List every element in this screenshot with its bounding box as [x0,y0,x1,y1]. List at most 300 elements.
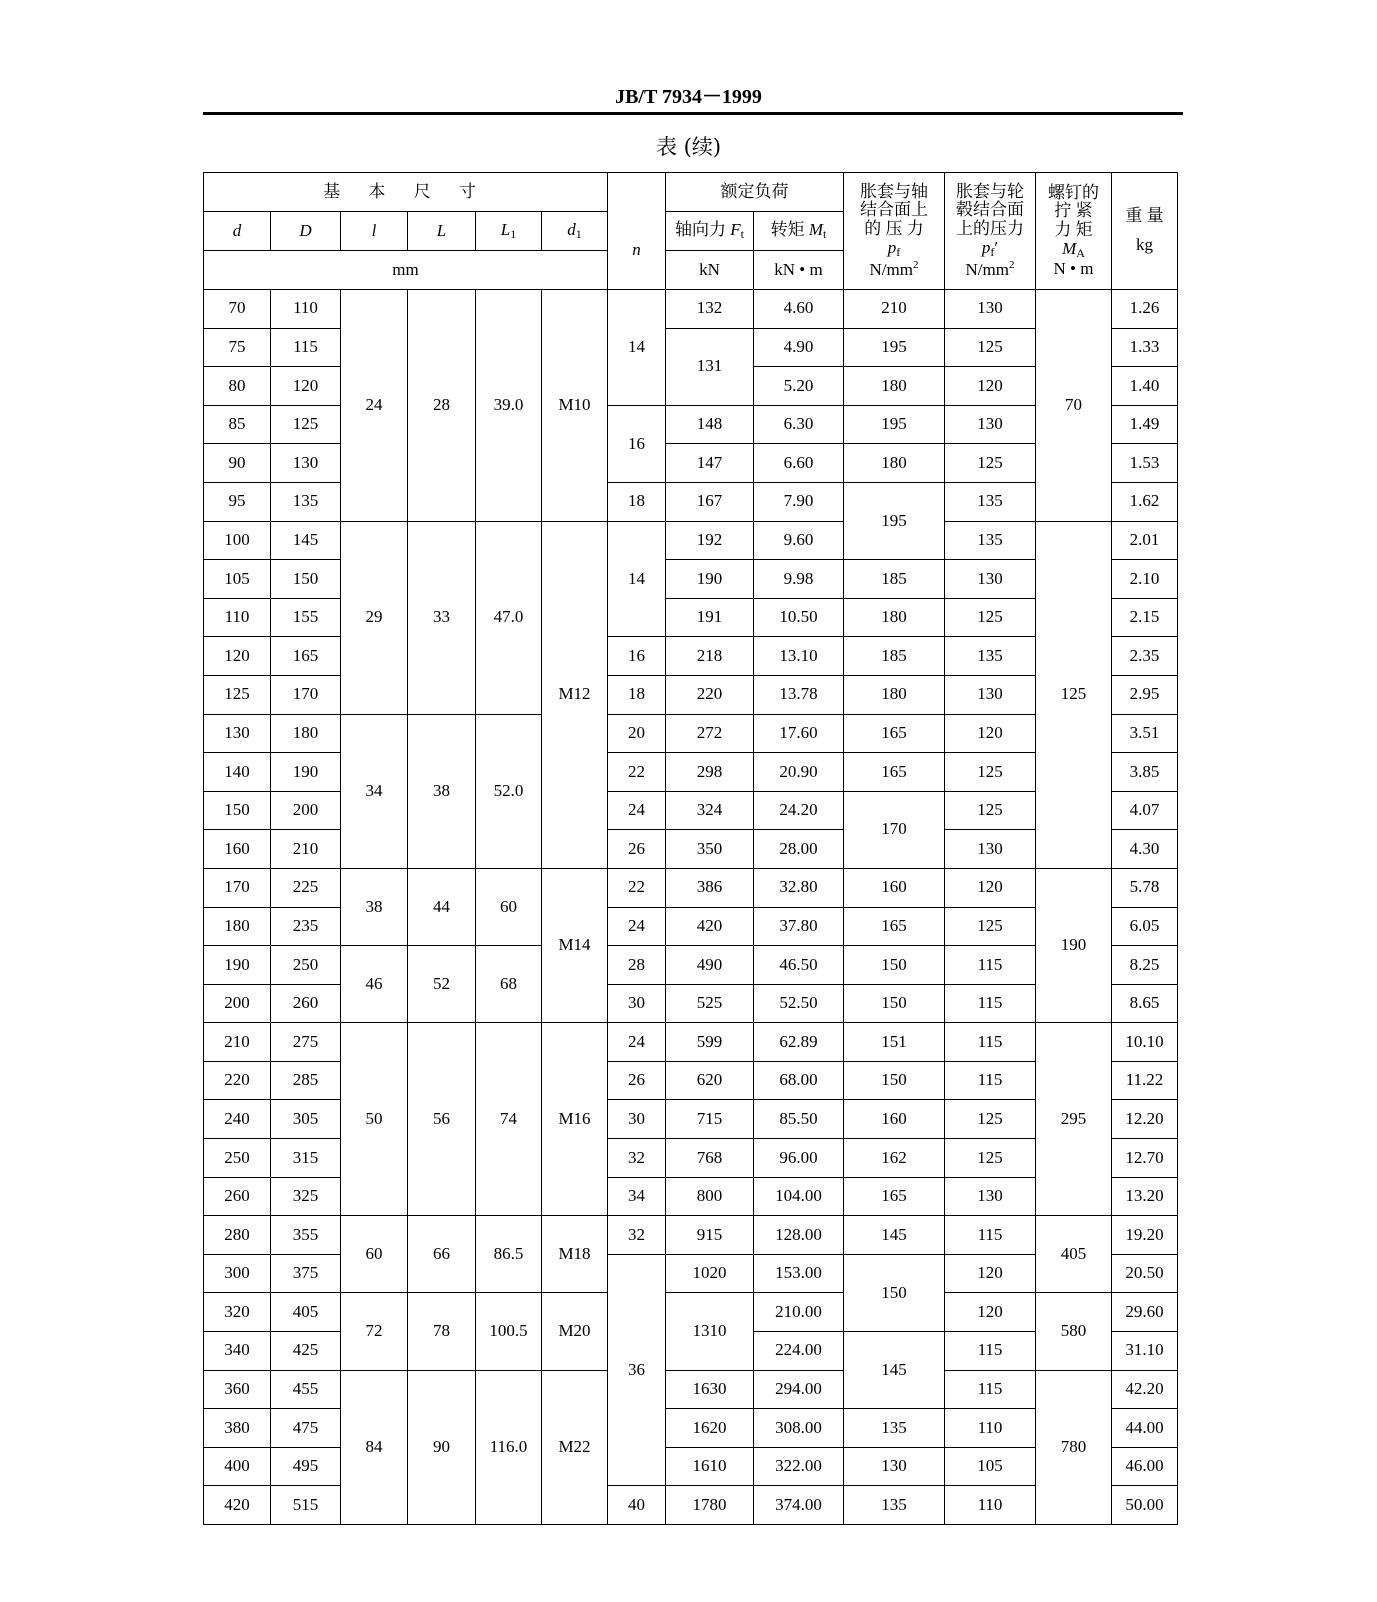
cell-pf2: 130 [945,830,1036,869]
header-n: n [608,212,666,290]
header-torque [754,212,844,251]
header-shaft-pressure [844,173,945,290]
cell-ft: 218 [666,637,754,676]
pf2-unit: N/mm [965,259,1009,279]
cell-pf: 130 [844,1447,945,1486]
cell-pf: 135 [844,1409,945,1448]
cell-n: 28 [608,946,666,985]
cell-ft: 191 [666,598,754,637]
ft-subscript: t [740,226,744,241]
cell-D: 495 [271,1447,341,1486]
cell-pf2: 130 [945,675,1036,714]
cell-D: 285 [271,1061,341,1100]
cell-d: 150 [204,791,271,830]
cell-D: 115 [271,328,341,367]
cell-n: 36 [608,1254,666,1486]
cell-mt: 20.90 [754,753,844,792]
cell-ft: 386 [666,868,754,907]
cell-ft: 620 [666,1061,754,1100]
cell-ft: 167 [666,482,754,521]
header-kNm-unit: kN • m [754,251,844,290]
cell-weight: 1.33 [1112,328,1178,367]
cell-n: 18 [608,675,666,714]
cell-weight: 1.26 [1112,290,1178,329]
cell-d1: M10 [542,290,608,522]
cell-ft: 1020 [666,1254,754,1293]
torque-label: 转矩 [770,219,805,239]
cell-pf: 165 [844,907,945,946]
cell-pf2: 110 [945,1409,1036,1448]
cell-ft: 715 [666,1100,754,1139]
cell-pf2: 110 [945,1486,1036,1525]
cell-ft: 272 [666,714,754,753]
cell-D: 200 [271,791,341,830]
cell-d1: M12 [542,521,608,868]
cell-n: 32 [608,1216,666,1255]
cell-pf2: 135 [945,482,1036,521]
cell-L: 33 [408,521,476,714]
cell-ft: 131 [666,328,754,405]
header-screw-torque [1036,173,1112,290]
cell-mt: 210.00 [754,1293,844,1332]
cell-mt: 6.30 [754,405,844,444]
cell-weight: 46.00 [1112,1447,1178,1486]
cell-pf: 185 [844,560,945,599]
cell-mt: 128.00 [754,1216,844,1255]
cell-pf: 180 [844,598,945,637]
cell-l: 50 [341,1023,408,1216]
cell-pf2: 115 [945,1216,1036,1255]
cell-d: 200 [204,984,271,1023]
ma-subscript: A [1076,245,1085,260]
table-caption: 表 (续) [655,135,722,159]
cell-n: 16 [608,405,666,482]
cell-weight: 29.60 [1112,1293,1178,1332]
cell-L1: 47.0 [476,521,542,714]
cell-D: 325 [271,1177,341,1216]
cell-L1: 86.5 [476,1216,542,1293]
table-row [204,290,1178,329]
cell-mt: 104.00 [754,1177,844,1216]
cell-d: 140 [204,753,271,792]
cell-pf2: 120 [945,367,1036,406]
cell-weight: 2.01 [1112,521,1178,560]
cell-pf: 165 [844,753,945,792]
header-mm-unit: mm [204,251,608,290]
cell-d: 220 [204,1061,271,1100]
cell-n: 26 [608,1061,666,1100]
cell-pf: 150 [844,1254,945,1331]
cell-D: 120 [271,367,341,406]
cell-mt: 322.00 [754,1447,844,1486]
cell-weight: 6.05 [1112,907,1178,946]
cell-d: 100 [204,521,271,560]
L1-subscript: 1 [510,226,517,241]
cell-pf: 180 [844,444,945,483]
cell-n: 32 [608,1139,666,1178]
header-D: D [271,212,341,251]
cell-l: 84 [341,1370,408,1524]
pf-unit: N/mm [869,259,913,279]
cell-mt: 9.60 [754,521,844,560]
cell-D: 125 [271,405,341,444]
cell-pf: 135 [844,1486,945,1525]
cell-weight: 50.00 [1112,1486,1178,1525]
mt-symbol: M [808,219,824,239]
cell-mt: 4.90 [754,328,844,367]
cell-D: 405 [271,1293,341,1332]
cell-L: 56 [408,1023,476,1216]
cell-d: 160 [204,830,271,869]
cell-L: 38 [408,714,476,868]
cell-D: 235 [271,907,341,946]
cell-weight: 2.35 [1112,637,1178,676]
table-row [204,946,1178,985]
header-L: L [408,212,476,251]
cell-n: 14 [608,290,666,406]
cell-weight: 4.30 [1112,830,1178,869]
cell-D: 110 [271,290,341,329]
cell-pf2: 120 [945,1254,1036,1293]
cell-n: 40 [608,1486,666,1525]
cell-ft: 915 [666,1216,754,1255]
cell-mt: 5.20 [754,367,844,406]
cell-d: 95 [204,482,271,521]
cell-D: 130 [271,444,341,483]
shaft-pressure-line3: 的 压 力 [864,218,924,238]
cell-pf2: 130 [945,1177,1036,1216]
ma-unit: N • m [1053,258,1094,278]
header-rule [203,112,1183,115]
cell-pf2: 130 [945,560,1036,599]
cell-d: 170 [204,868,271,907]
cell-weight: 12.20 [1112,1100,1178,1139]
cell-ma: 70 [1036,290,1112,522]
cell-L: 78 [408,1293,476,1370]
axial-force-label: 轴向力 [675,219,726,239]
cell-mt: 6.60 [754,444,844,483]
cell-L1: 74 [476,1023,542,1216]
cell-pf: 180 [844,367,945,406]
cell-ft: 768 [666,1139,754,1178]
cell-d: 70 [204,290,271,329]
cell-mt: 4.60 [754,290,844,329]
cell-mt: 96.00 [754,1139,844,1178]
cell-weight: 10.10 [1112,1023,1178,1062]
cell-pf2: 115 [945,1023,1036,1062]
cell-L1: 116.0 [476,1370,542,1524]
cell-pf: 160 [844,1100,945,1139]
header-hub-pressure [945,173,1036,290]
cell-ma: 405 [1036,1216,1112,1293]
cell-ft: 132 [666,290,754,329]
header-l: l [341,212,408,251]
header-L1 [476,212,542,251]
cell-d: 80 [204,367,271,406]
cell-n: 24 [608,1023,666,1062]
cell-d1: M20 [542,1293,608,1370]
cell-ft: 220 [666,675,754,714]
cell-pf: 165 [844,1177,945,1216]
cell-weight: 5.78 [1112,868,1178,907]
table-row [204,1293,1178,1332]
cell-n: 20 [608,714,666,753]
shaft-pressure-line1: 胀套与轴 [860,181,928,201]
cell-pf2: 105 [945,1447,1036,1486]
cell-D: 315 [271,1139,341,1178]
cell-L: 52 [408,946,476,1023]
cell-d: 400 [204,1447,271,1486]
table-row [204,1023,1178,1062]
cell-d1: M18 [542,1216,608,1293]
cell-ft: 1630 [666,1370,754,1409]
pf2-symbol: p [981,237,991,257]
cell-l: 72 [341,1293,408,1370]
table-header [204,173,1178,290]
hub-pressure-line1: 胀套与轮 [956,181,1024,201]
cell-L1: 39.0 [476,290,542,522]
cell-pf: 195 [844,405,945,444]
cell-D: 475 [271,1409,341,1448]
cell-mt: 68.00 [754,1061,844,1100]
cell-weight: 8.65 [1112,984,1178,1023]
cell-weight: 2.95 [1112,675,1178,714]
cell-mt: 62.89 [754,1023,844,1062]
document-header: JB/T 7934－1999 [615,86,762,108]
weight-unit: kg [1136,235,1153,254]
cell-mt: 294.00 [754,1370,844,1409]
header-basic-dims: 基 本 尺 寸 [204,173,608,212]
cell-pf2: 115 [945,984,1036,1023]
ma-symbol: M [1062,238,1077,258]
cell-l: 60 [341,1216,408,1293]
cell-pf2: 120 [945,1293,1036,1332]
cell-pf2: 135 [945,637,1036,676]
cell-pf: 162 [844,1139,945,1178]
cell-d1: M16 [542,1023,608,1216]
cell-L: 28 [408,290,476,522]
cell-l: 46 [341,946,408,1023]
cell-d: 130 [204,714,271,753]
mt-subscript: t [823,226,827,241]
cell-weight: 1.49 [1112,405,1178,444]
cell-d: 90 [204,444,271,483]
cell-d: 110 [204,598,271,637]
cell-D: 165 [271,637,341,676]
cell-L1: 52.0 [476,714,542,868]
cell-ft: 350 [666,830,754,869]
cell-weight: 4.07 [1112,791,1178,830]
cell-n: 22 [608,753,666,792]
cell-d: 420 [204,1486,271,1525]
cell-mt: 85.50 [754,1100,844,1139]
header-weight [1112,173,1178,290]
cell-weight: 1.40 [1112,367,1178,406]
cell-pf2: 125 [945,791,1036,830]
cell-l: 29 [341,521,408,714]
cell-weight: 1.53 [1112,444,1178,483]
cell-pf2: 120 [945,868,1036,907]
cell-d: 360 [204,1370,271,1409]
cell-mt: 13.10 [754,637,844,676]
cell-d: 105 [204,560,271,599]
screw-line3: 力 矩 [1054,219,1093,239]
cell-D: 515 [271,1486,341,1525]
cell-d: 250 [204,1139,271,1178]
cell-d: 210 [204,1023,271,1062]
screw-line2: 拧 紧 [1054,201,1093,221]
cell-D: 155 [271,598,341,637]
cell-D: 190 [271,753,341,792]
cell-weight: 20.50 [1112,1254,1178,1293]
cell-mt: 10.50 [754,598,844,637]
cell-L1: 100.5 [476,1293,542,1370]
cell-mt: 153.00 [754,1254,844,1293]
cell-mt: 7.90 [754,482,844,521]
cell-D: 150 [271,560,341,599]
table-row [204,521,1178,560]
cell-d: 180 [204,907,271,946]
cell-pf: 150 [844,1061,945,1100]
cell-mt: 17.60 [754,714,844,753]
L1-symbol: L [500,219,511,239]
cell-D: 455 [271,1370,341,1409]
cell-pf2: 115 [945,1061,1036,1100]
cell-ft: 800 [666,1177,754,1216]
cell-pf2: 135 [945,521,1036,560]
cell-d: 240 [204,1100,271,1139]
cell-d: 340 [204,1332,271,1371]
hub-pressure-line2: 毂结合面 [956,200,1024,220]
cell-mt: 24.20 [754,791,844,830]
cell-mt: 224.00 [754,1332,844,1371]
cell-pf2: 130 [945,290,1036,329]
cell-D: 375 [271,1254,341,1293]
cell-pf2: 115 [945,1332,1036,1371]
cell-pf: 151 [844,1023,945,1062]
cell-d: 120 [204,637,271,676]
cell-pf: 195 [844,328,945,367]
cell-ft: 525 [666,984,754,1023]
cell-pf: 185 [844,637,945,676]
cell-weight: 42.20 [1112,1370,1178,1409]
d1-symbol: d [567,219,576,239]
cell-n: 18 [608,482,666,521]
cell-d: 125 [204,675,271,714]
cell-weight: 2.10 [1112,560,1178,599]
cell-pf2: 125 [945,907,1036,946]
cell-ft: 1620 [666,1409,754,1448]
cell-L1: 68 [476,946,542,1023]
table-body [204,290,1178,1525]
cell-weight: 3.51 [1112,714,1178,753]
cell-weight: 8.25 [1112,946,1178,985]
cell-ft: 190 [666,560,754,599]
cell-D: 260 [271,984,341,1023]
cell-D: 225 [271,868,341,907]
d1-subscript: 1 [575,226,582,241]
cell-d: 280 [204,1216,271,1255]
cell-l: 38 [341,868,408,945]
cell-n: 26 [608,830,666,869]
cell-pf2: 120 [945,714,1036,753]
cell-mt: 374.00 [754,1486,844,1525]
cell-ft: 599 [666,1023,754,1062]
cell-pf2: 115 [945,946,1036,985]
cell-D: 305 [271,1100,341,1139]
cell-D: 425 [271,1332,341,1371]
cell-ma: 580 [1036,1293,1112,1370]
pf2-prime: ′ [994,237,999,257]
cell-pf2: 125 [945,328,1036,367]
cell-D: 275 [271,1023,341,1062]
cell-weight: 13.20 [1112,1177,1178,1216]
cell-weight: 11.22 [1112,1061,1178,1100]
cell-weight: 44.00 [1112,1409,1178,1448]
cell-weight: 3.85 [1112,753,1178,792]
cell-weight: 19.20 [1112,1216,1178,1255]
cell-ma: 190 [1036,868,1112,1022]
cell-ft: 420 [666,907,754,946]
cell-pf: 180 [844,675,945,714]
cell-mt: 28.00 [754,830,844,869]
cell-D: 170 [271,675,341,714]
table-row [204,1370,1178,1409]
cell-pf: 170 [844,791,945,868]
cell-ft: 1780 [666,1486,754,1525]
cell-L: 90 [408,1370,476,1524]
cell-ft: 298 [666,753,754,792]
cell-d: 320 [204,1293,271,1332]
cell-d: 190 [204,946,271,985]
cell-d: 260 [204,1177,271,1216]
cell-D: 180 [271,714,341,753]
cell-ft: 490 [666,946,754,985]
cell-l: 24 [341,290,408,522]
cell-L: 66 [408,1216,476,1293]
cell-pf2: 125 [945,753,1036,792]
cell-ma: 125 [1036,521,1112,868]
cell-ft: 324 [666,791,754,830]
cell-d1: M22 [542,1370,608,1524]
cell-d: 75 [204,328,271,367]
cell-mt: 52.50 [754,984,844,1023]
cell-pf: 160 [844,868,945,907]
cell-n: 16 [608,637,666,676]
cell-pf: 195 [844,482,945,559]
cell-n: 24 [608,907,666,946]
pf2-subscript: f [990,244,995,259]
cell-ma: 295 [1036,1023,1112,1216]
cell-pf: 150 [844,946,945,985]
pf2-unit-sup: 2 [1008,258,1015,271]
cell-L1: 60 [476,868,542,945]
cell-pf2: 125 [945,1100,1036,1139]
header-d1 [542,212,608,251]
cell-weight: 31.10 [1112,1332,1178,1371]
table-row [204,1216,1178,1255]
pf-subscript: f [896,244,901,259]
cell-n: 30 [608,984,666,1023]
shaft-pressure-line2: 结合面上 [860,200,928,220]
cell-pf2: 125 [945,598,1036,637]
cell-ft: 192 [666,521,754,560]
cell-l: 34 [341,714,408,868]
header-axial-force [666,212,754,251]
cell-mt: 46.50 [754,946,844,985]
header-kN-unit: kN [666,251,754,290]
weight-label: 重 量 [1125,206,1164,226]
